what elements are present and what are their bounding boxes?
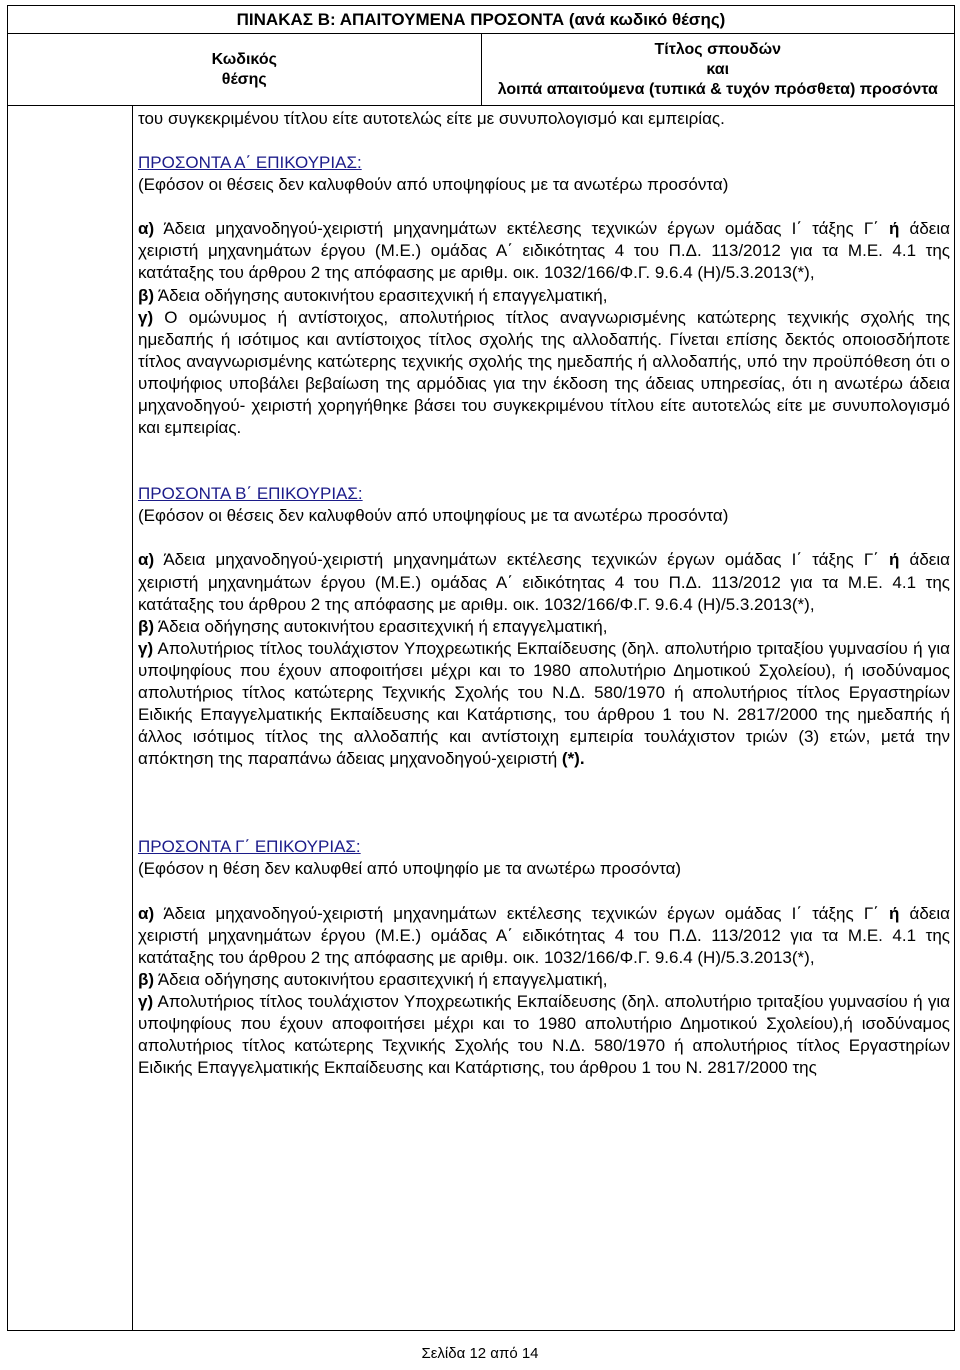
column-header-desc-line3: λοιπά απαιτούμενα (τυπικά & τυχόν πρόσθετα) προσόντα — [497, 80, 938, 98]
intro-line: του συγκεκριμένου τίτλου είτε αυτοτελώς είτε με συνυπολογισμό και εμπειρίας. — [138, 109, 725, 128]
column-header-desc-line1: Τίτλος σπουδών — [654, 40, 782, 58]
section-a-item-b: β) Άδεια οδήγησης αυτοκινήτου ερασιτεχνική ή επαγγελματική, — [138, 285, 608, 305]
column-header-code-line1: Κωδικός — [211, 50, 277, 68]
column-header-qualifications — [481, 34, 955, 106]
section-c-heading: ΠΡΟΣΟΝΤΑ Γ΄ ΕΠΙΚΟΥΡΙΑΣ: — [138, 837, 361, 857]
section-c-item-b: β) Άδεια οδήγησης αυτοκινήτου ερασιτεχνική ή επαγγελματική, — [138, 969, 608, 989]
section-b-item-a: α) Άδεια μηχανοδηγού-χειριστή μηχανημάτων εκτέλεσης τεχνικών έργων ομάδας Ι΄ τάξης Γ΄ ή άδεια χειριστή μηχανημάτων έργου (Μ.Ε.) ομάδας Α΄ ειδικότητας 4 του Π.Δ. 113/2012 για τα Μ.Ε. 4.1 της κατάταξης του άρθρου 2 της απόφασης με αριθμ. οικ. 1032/166/Φ.Γ. 9.6.4 (Η)/5.3.2013(*), — [138, 550, 950, 614]
column-header-code-line2: θέσης — [221, 70, 267, 88]
section-a-item-c: γ) Ο ομώνυμος ή αντίστοιχος, απολυτήριος τίτλος αναγνωρισμένης κατώτερης τεχνικής σχολής της ημεδαπής ή ισότιμος και αντίστοιχος τίτλος σχολής της αλλοδαπής. Γίνεται επίσης δεκτός οποιοσδήποτε τίτλος αναγνωρισμένης κατώτερης τεχνικής σχολής της ημεδαπής ή αλλοδαπής, υπό την προϋπόθεση ότι ο υποψήφιος υποβάλει βεβαίωση της αρμόδιας για την έκδοση της άδειας υπηρεσίας, ότι η ανωτέρω άδεια μηχανοδηγού- χειριστή χορηγήθηκε βάσει του συγκεκριμένου τίτλου είτε αυτοτελώς είτε με συνυπολογισμό και εμπειρίας. — [138, 307, 950, 438]
page-footer — [0, 1345, 960, 1362]
qualifications-content — [138, 108, 950, 1079]
section-a-heading: ΠΡΟΣΟΝΤΑ Α΄ ΕΠΙΚΟΥΡΙΑΣ: — [138, 153, 362, 173]
section-b-note: (Εφόσον οι θέσεις δεν καλυφθούν από υποψηφίους με τα ανωτέρω προσόντα) — [138, 506, 729, 526]
table-title: ΠΙΝΑΚΑΣ Β: ΑΠΑΙΤΟΥΜΕΝΑ ΠΡΟΣΟΝΤΑ (ανά κωδικό θέσης) — [8, 6, 955, 34]
section-b-item-b: β) Άδεια οδήγησης αυτοκινήτου ερασιτεχνική ή επαγγελματική, — [138, 616, 608, 636]
qualifications-table-header — [7, 5, 955, 106]
section-c-item-a: α) Άδεια μηχανοδηγού-χειριστή μηχανημάτων εκτέλεσης τεχνικών έργων ομάδας Ι΄ τάξης Γ΄ ή άδεια χειριστή μηχανημάτων έργου (Μ.Ε.) ομάδας Α΄ ειδικότητας 4 του Π.Δ. 113/2012 για τα Μ.Ε. 4.1 της κατάταξης του άρθρου 2 της απόφασης με αριθμ. οικ. 1032/166/Φ.Γ. 9.6.4 (Η)/5.3.2013(*), — [138, 903, 950, 967]
section-c-item-c: γ) Απολυτήριος τίτλος τουλάχιστον Υποχρεωτικής Εκπαίδευσης (δηλ. απολυτήριο τριταξίου γυμνασίου ή για υποψηφίους που έχουν αποφοιτήσει μέχρι και το 1980 απολυτήριο Δημοτικού Σχολείου),ή ισοδύναμος απολυτήριος τίτλος κατώτερης Τεχνικής Σχολής του Ν.Δ. 580/1970 ή απολυτήριος τίτλος Εργαστηρίων Ειδικής Επαγγελματικής Εκπαίδευσης και Κατάρτισης, του άρθρου 1 του Ν. 2817/2000 της — [138, 991, 950, 1078]
section-a-item-a: α) Άδεια μηχανοδηγού-χειριστή μηχανημάτων εκτέλεσης τεχνικών έργων ομάδας Ι΄ τάξης Γ΄ ή άδεια χειριστή μηχανημάτων έργου (Μ.Ε.) ομάδας Α΄ ειδικότητας 4 του Π.Δ. 113/2012 για τα Μ.Ε. 4.1 της κατάταξης του άρθρου 2 της απόφασης με αριθμ. οικ. 1032/166/Φ.Γ. 9.6.4 (Η)/5.3.2013(*), — [138, 219, 950, 283]
column-header-position-code — [8, 34, 482, 106]
column-header-desc-line2: και — [706, 60, 730, 78]
section-c-note: (Εφόσον η θέση δεν καλυφθεί από υποψηφίο με τα ανωτέρω προσόντα) — [138, 859, 682, 879]
page-number-label: Σελίδα 12 από 14 — [421, 1345, 539, 1362]
section-b-heading: ΠΡΟΣΟΝΤΑ Β΄ ΕΠΙΚΟΥΡΙΑΣ: — [138, 484, 363, 504]
section-b-item-c: γ) Απολυτήριος τίτλος τουλάχιστον Υποχρεωτικής Εκπαίδευσης (δηλ. απολυτήριο τριταξίου γυμνασίου ή για υποψηφίους που έχουν αποφοιτήσει μέχρι και το 1980 απολυτήριο Δημοτικού Σχολείου), ή ισοδύναμος απολυτήριος τίτλος κατώτερης Τεχνικής Σχολής του Ν.Δ. 580/1970 ή απολυτήριος τίτλος Εργαστηρίων Ειδικής Επαγγελματικής Εκπαίδευσης και Κατάρτισης, του άρθρου 1 του Ν. 2817/2000 της ημεδαπής ή άλλος ισότιμος τίτλος της αλλοδαπής και αντίστοιχη εμπειρία τουλάχιστον τριών (3) ετών, μετά την απόκτηση της παραπάνω άδειας μηχανοδηγού-χειριστή (*). — [138, 638, 950, 769]
section-a-note: (Εφόσον οι θέσεις δεν καλυφθούν από υποψηφίους με τα ανωτέρω προσόντα) — [138, 175, 729, 195]
